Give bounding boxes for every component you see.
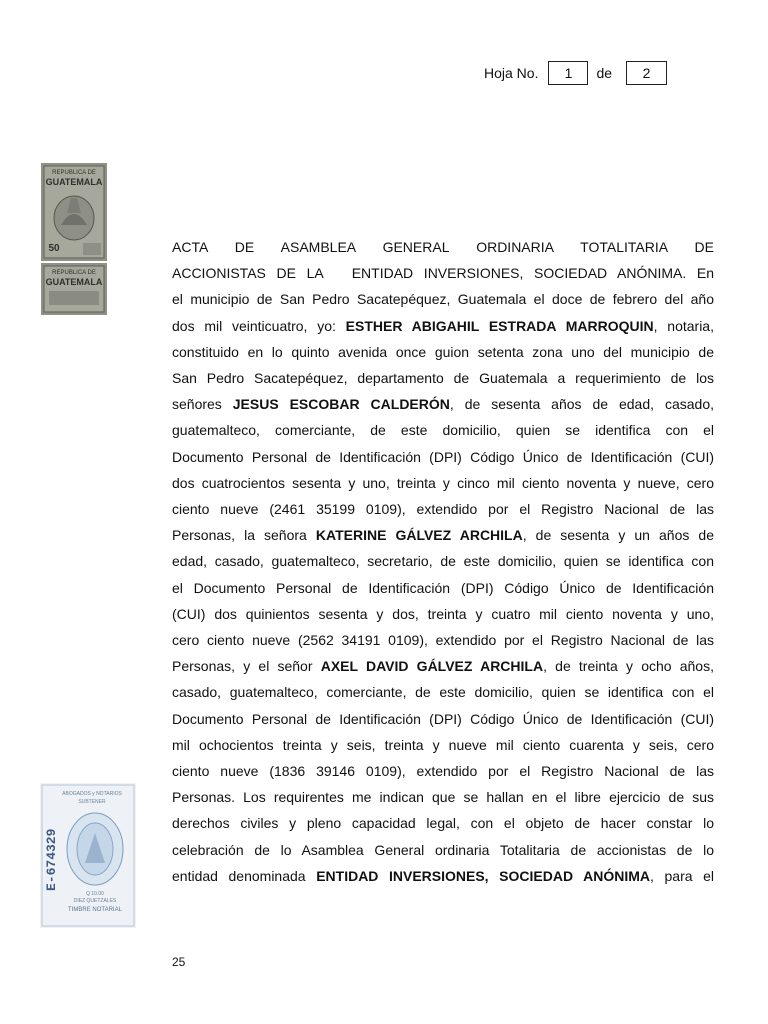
stamp-bottom-line-1: REPUBLICA DE (52, 270, 96, 276)
line-5: constituido en lo quinto avenida once guion setenta zona uno del municipio de (172, 343, 714, 360)
line-10: dos cuatrocientos sesenta y uno, treinta y cinco mil ciento noventa y nueve, cero (172, 474, 714, 491)
line-4 (172, 313, 714, 339)
line-1: ACTA DE ASAMBLEA GENERAL ORDINARIA TOTALITARIA DE (172, 239, 714, 255)
line-24: celebración de lo Asamblea General ordinaria Totalitaria de accionistas de lo (172, 841, 714, 858)
line-6: San Pedro Sacatepéquez, departamento de Guatemala a requerimiento de los (172, 370, 714, 387)
line-21: ciento nueve (1836 39146 0109), extendido por el Registro Nacional de las (172, 763, 714, 780)
line-7 (172, 391, 714, 417)
line-25-part-c: , para el (650, 867, 714, 884)
stamp-top-line-2: GUATEMALA (45, 177, 103, 187)
total-sheets-box: 2 (626, 61, 667, 85)
line-3: el municipio de San Pedro Sacatepéquez, Guatemala el doce de febrero del año (172, 291, 714, 308)
line-9: Documento Personal de Identificación (DPI) Código Único de Identificación (CUI) (172, 448, 714, 465)
requirer-2-name: KATERINE GÁLVEZ ARCHILA (315, 527, 523, 544)
line-12 (172, 522, 714, 548)
line-11: ciento nueve (2461 35199 0109), extendido por el Registro Nacional de las (172, 501, 714, 518)
line-25-part-a: entidad denominada (172, 867, 306, 884)
line-12-part-a: Personas, la señora (172, 527, 307, 544)
stamp-top-value: 50 (48, 243, 60, 254)
requirer-3-name: AXEL DAVID GÁLVEZ ARCHILA (320, 658, 544, 675)
line-22: Personas. Los requirentes me indican que se hallan en el libre ejercicio de sus (172, 789, 714, 806)
line-17 (172, 653, 714, 679)
entity-name: ENTIDAD INVERSIONES, SOCIEDAD ANÓNIMA (316, 867, 651, 884)
page-number: 25 (172, 955, 186, 969)
line-17-part-c: , de treinta y ocho años, (543, 658, 714, 675)
notarial-line-3: Q 10.00 (86, 891, 104, 897)
de-label: de (596, 65, 613, 81)
line-14: el Documento Personal de Identificación (DPI) Código Único de Identificación (172, 579, 714, 596)
hoja-number-box: 1 (548, 61, 588, 85)
notarial-line-4: DIEZ QUETZALES (73, 898, 117, 904)
line-16: cero ciento nueve (2562 34191 0109), extendido por el Registro Nacional de las (172, 632, 714, 649)
line-19: Documento Personal de Identificación (DPI) Código Único de Identificación (CUI) (172, 710, 714, 727)
line-2-part-b: ENTIDAD INVERSIONES, SOCIEDAD ANÓNIMA. En (351, 265, 714, 282)
line-4-part-c: , notaria, (653, 317, 714, 334)
notarial-serial: E-674329 (44, 828, 59, 891)
line-23: derechos civiles y pleno capacidad legal, con el objeto de hacer constar lo (172, 815, 714, 832)
line-15: (CUI) dos quinientos sesenta y dos, treinta y cuatro mil ciento noventa y uno, (172, 605, 714, 622)
line-8: guatemalteco, comerciante, de este domicilio, quien se identifica con el (172, 422, 714, 439)
line-2 (172, 260, 714, 286)
notarial-line-5: TIMBRE NOTARIAL (68, 907, 122, 913)
notary-name: ESTHER ABIGAHIL ESTRADA MARROQUIN (345, 317, 654, 334)
line-18: casado, guatemalteco, comerciante, de este domicilio, quien se identifica con el (172, 684, 714, 701)
requirer-1-name: JESUS ESCOBAR CALDERÓN (232, 396, 450, 413)
line-4-part-a: dos mil veinticuatro, yo: (172, 317, 336, 334)
stamp-bottom-line-2: GUATEMALA (45, 277, 103, 287)
line-2-part-a: ACCIONISTAS DE LA (172, 265, 324, 282)
acta-body (172, 234, 714, 889)
notarial-line-2: SUBTENER (78, 799, 106, 805)
notarial-stamp (40, 783, 136, 928)
line-12-part-c: , de sesenta y un años de (522, 527, 714, 544)
line-7-part-c: , de sesenta años de edad, casado, (449, 396, 714, 413)
stamp-top-line-1: REPUBLICA DE (52, 170, 96, 176)
line-17-part-a: Personas, y el señor (172, 658, 313, 675)
notarial-line-1: ABOGADOS y NOTARIOS (62, 791, 122, 797)
line-25 (172, 863, 714, 889)
line-20: mil ochocientos treinta y seis, treinta y nueve mil ciento cuarenta y seis, cero (172, 736, 714, 753)
sheet-header (484, 60, 667, 86)
line-7-part-a: señores (172, 396, 222, 413)
hoja-label: Hoja No. (484, 65, 539, 81)
line-13: edad, casado, guatemalteco, secretario, de este domicilio, quien se identifica con (172, 553, 714, 570)
guatemala-fiscal-stamp (41, 163, 107, 315)
